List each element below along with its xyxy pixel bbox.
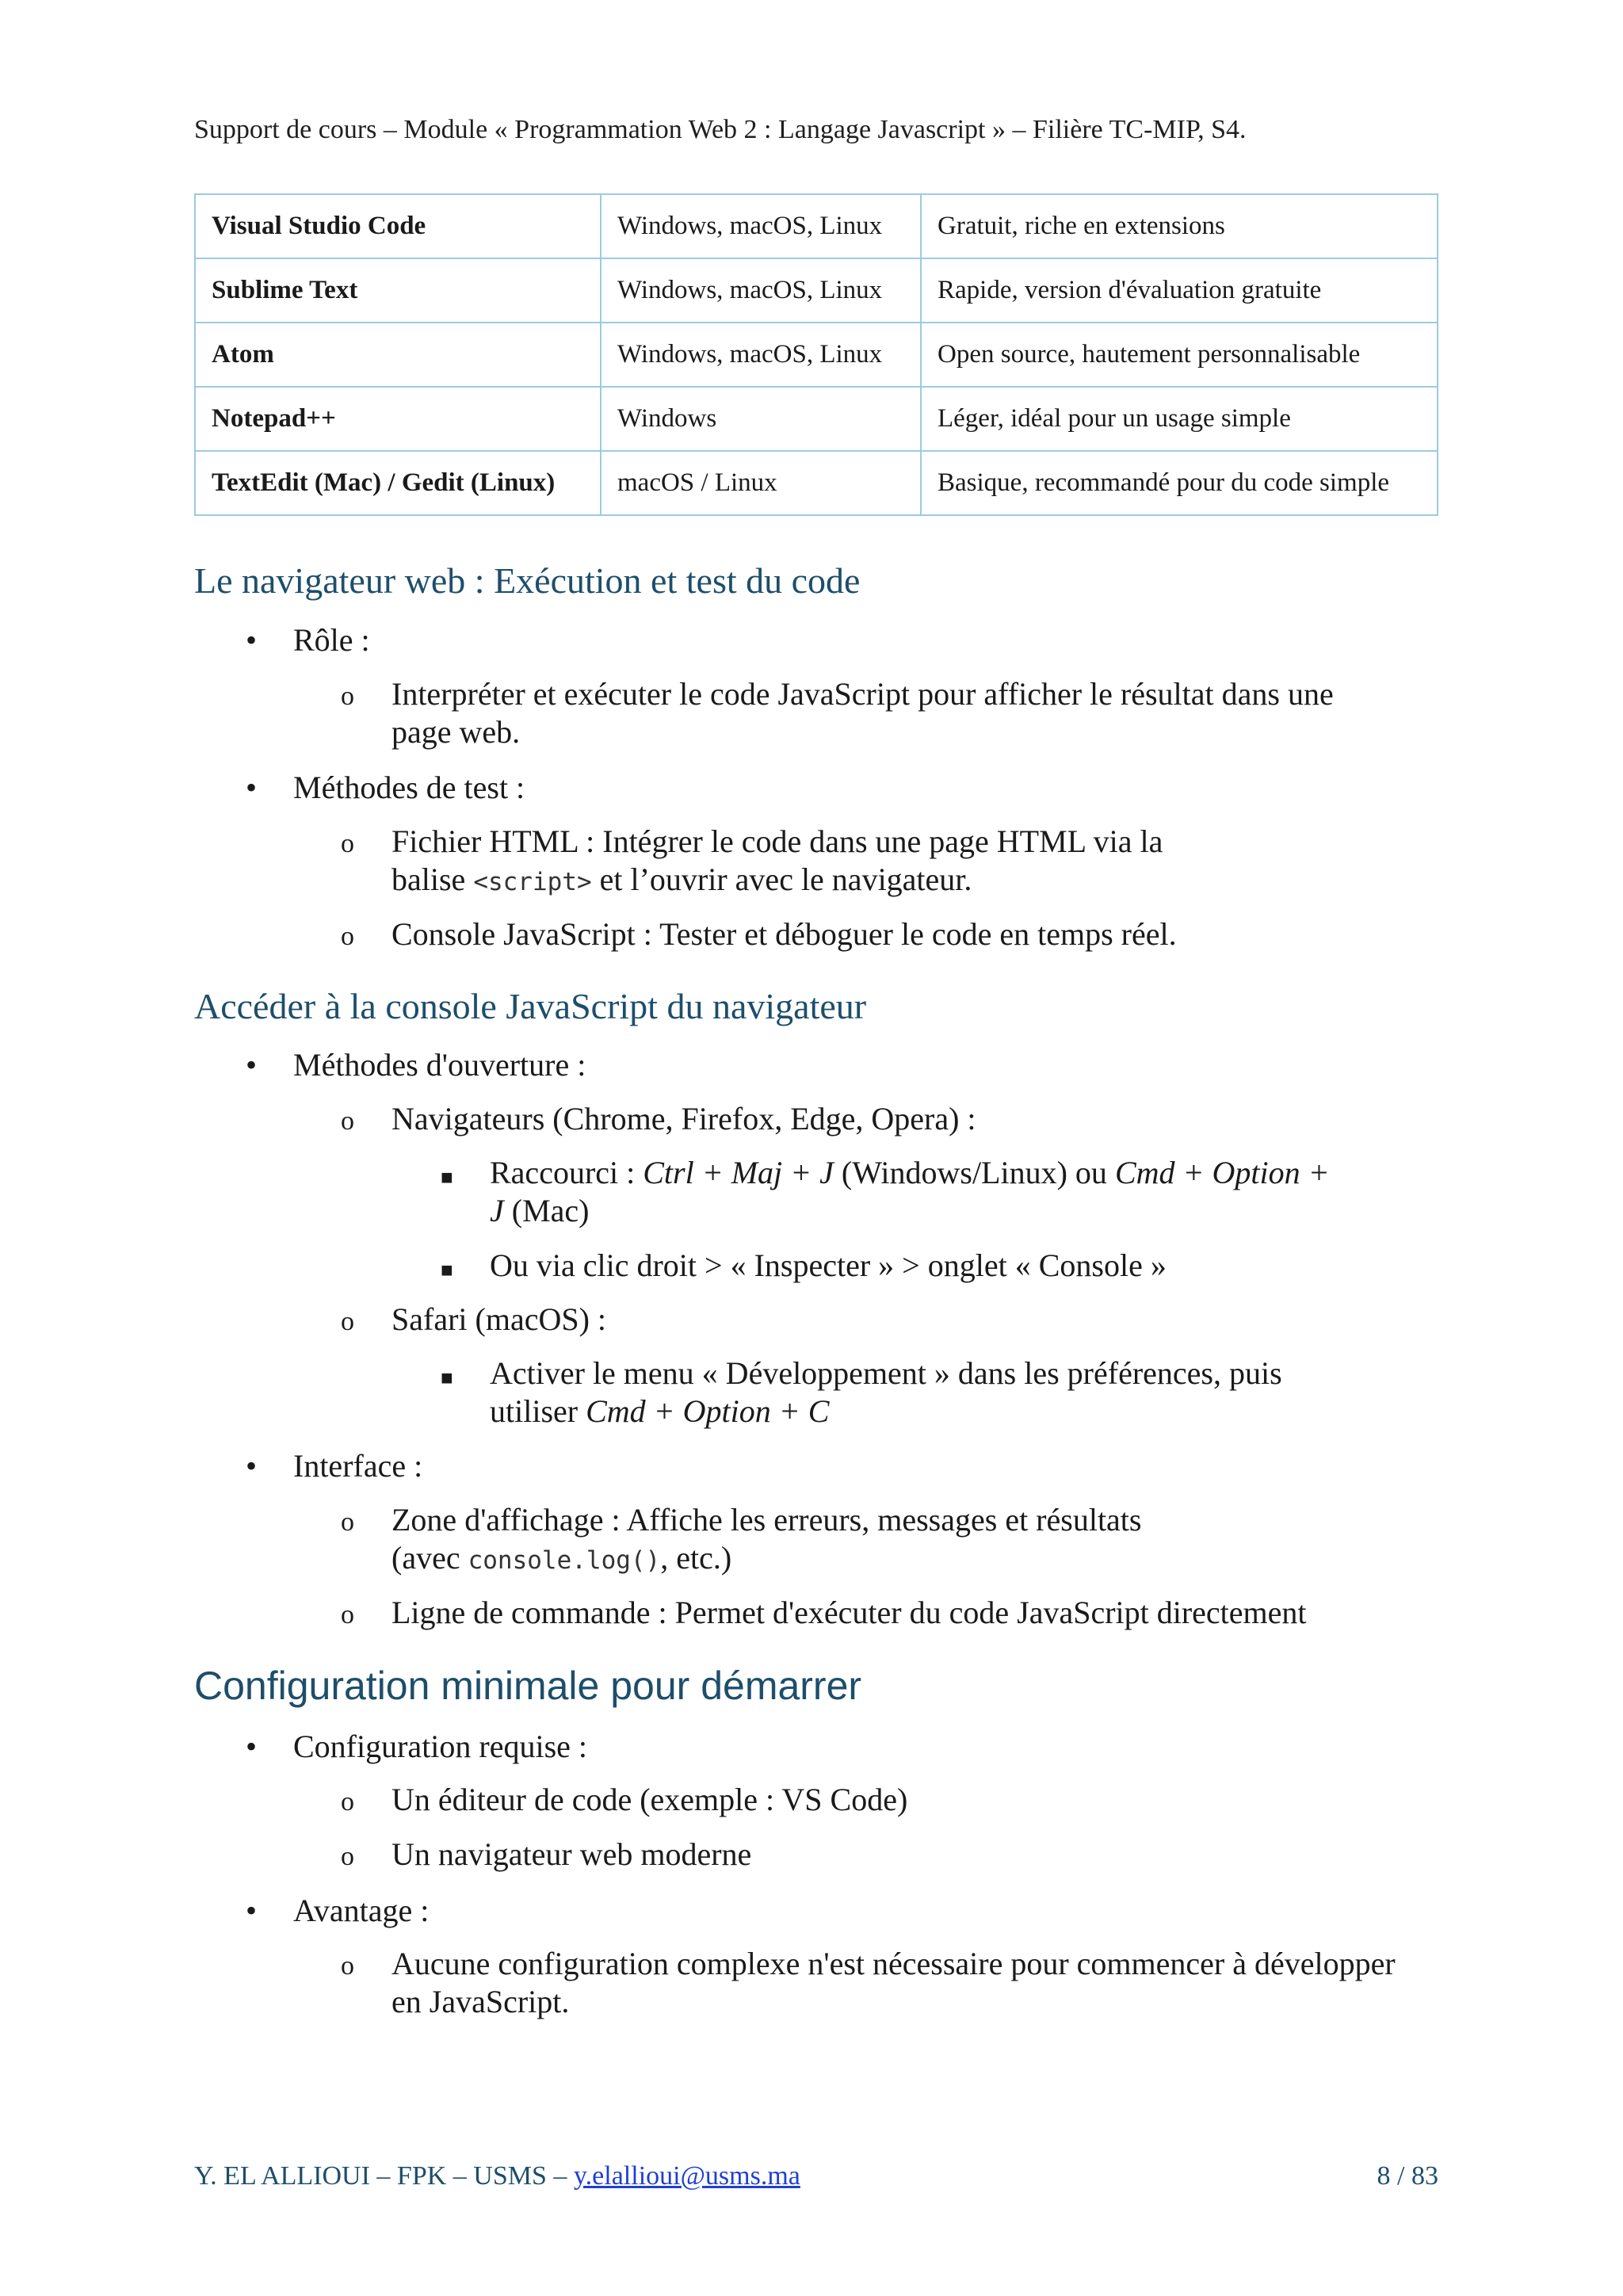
editor-description: Gratuit, riche en extensions [921, 194, 1438, 258]
bullet-circle: o [341, 1307, 354, 1336]
browsers-label: Navigateurs (Chrome, Firefox, Edge, Opera) : [391, 1101, 976, 1137]
editor-item: Un éditeur de code (exemple : VS Code) [391, 1782, 908, 1817]
editor-name: Atom [195, 323, 601, 387]
role-item-line2: page web. [391, 714, 521, 750]
section-title-config: Configuration minimale pour démarrer [194, 1664, 862, 1708]
editor-os: Windows, macOS, Linux [601, 194, 921, 258]
page-header: Support de cours – Module « Programmation Web 2 : Langage Javascript » – Filière TC-MIP, S4. [194, 115, 1247, 144]
shortcut-suffix: (Mac) [511, 1193, 590, 1228]
editor-name: TextEdit (Mac) / Gedit (Linux) [195, 451, 601, 515]
editor-os: Windows, macOS, Linux [601, 323, 921, 387]
bullet-circle: o [341, 1951, 354, 1981]
bullet-dot: • [246, 622, 258, 658]
editor-os: Windows, macOS, Linux [601, 258, 921, 323]
interface-label: Interface : [293, 1448, 423, 1484]
safari-label: Safari (macOS) : [391, 1301, 607, 1337]
html-file-text-a: balise [391, 861, 466, 897]
bullet-square: ■ [441, 1366, 453, 1389]
advantage-line2: en JavaScript. [391, 1984, 570, 2019]
display-line1: Zone d'affichage : Affiche les erreurs, messages et résultats [391, 1502, 1142, 1538]
editor-name: Notepad++ [195, 387, 601, 451]
html-file-line1: Fichier HTML : Intégrer le code dans une page HTML via la [391, 823, 1163, 859]
shortcut-mac-b: J [490, 1193, 504, 1228]
footer-email-link[interactable]: y.elallioui@usms.ma [573, 2161, 800, 2191]
bullet-dot: • [246, 1448, 258, 1484]
bullet-circle: o [341, 1600, 354, 1629]
methods-label: Méthodes de test : [293, 770, 525, 805]
section-title-console: Accéder à la console JavaScript du navigateur [194, 986, 867, 1026]
display-text-b: , etc.) [660, 1540, 732, 1576]
editor-os: Windows [601, 387, 921, 451]
role-item-line1: Interpréter et exécuter le code JavaScript pour afficher le résultat dans une [391, 676, 1334, 712]
editors-table [194, 193, 1438, 516]
shortcut-line1 [490, 1154, 1330, 1192]
bullet-circle: o [341, 1842, 354, 1871]
required-label: Configuration requise : [293, 1729, 588, 1764]
bullet-square: ■ [441, 1259, 453, 1282]
role-label: Rôle : [293, 622, 370, 658]
table-row [195, 323, 1438, 387]
bullet-circle: o [341, 1787, 354, 1817]
editor-name: Sublime Text [195, 258, 601, 323]
bullet-circle: o [341, 829, 354, 858]
bullet-circle: o [341, 922, 354, 951]
cmdline-item: Ligne de commande : Permet d'exécuter du code JavaScript directement [391, 1595, 1307, 1630]
editor-os: macOS / Linux [601, 451, 921, 515]
browser-item: Un navigateur web moderne [391, 1836, 752, 1872]
shortcut-prefix: Raccourci : [490, 1155, 636, 1190]
display-text-a: (avec [391, 1540, 460, 1576]
section-title-browser: Le navigateur web : Exécution et test du code [194, 560, 861, 601]
bullet-dot: • [246, 770, 258, 805]
display-line2 [391, 1539, 731, 1580]
console-item: Console JavaScript : Tester et déboguer le code en temps réel. [391, 916, 1177, 952]
table-row [195, 258, 1438, 323]
safari-item-line1: Activer le menu « Développement » dans les préférences, puis [490, 1355, 1282, 1391]
page-number: 8 / 83 [1377, 2161, 1438, 2191]
html-file-text-b: et l’ouvrir avec le navigateur. [599, 861, 972, 897]
table-row [195, 194, 1438, 258]
advantage-line1: Aucune configuration complexe n'est nécessaire pour commencer à développer [391, 1946, 1396, 1981]
editor-description: Basique, recommandé pour du code simple [921, 451, 1438, 515]
rightclick-item: Ou via clic droit > « Inspecter » > onglet « Console » [490, 1247, 1167, 1283]
safari-item-text: utiliser [490, 1393, 579, 1429]
html-file-line2 [391, 861, 972, 901]
safari-item-line2 [490, 1392, 829, 1431]
table-row [195, 451, 1438, 515]
bullet-dot: • [246, 1047, 258, 1083]
script-tag-code: <script> [473, 868, 592, 896]
footer-author-text: Y. EL ALLIOUI – FPK – USMS – [194, 2161, 567, 2191]
bullet-circle: o [341, 1106, 354, 1136]
advantage-label: Avantage : [293, 1893, 430, 1928]
console-log-code: console.log() [468, 1546, 661, 1575]
table-row [195, 387, 1438, 451]
shortcut-line2 [490, 1192, 589, 1230]
shortcut-middle: (Windows/Linux) ou [841, 1155, 1107, 1190]
editor-name: Visual Studio Code [195, 194, 601, 258]
editor-description: Rapide, version d'évaluation gratuite [921, 258, 1438, 323]
shortcut-mac-a: Cmd + Option + [1114, 1155, 1330, 1190]
opening-label: Méthodes d'ouverture : [293, 1047, 586, 1083]
bullet-dot: • [246, 1893, 258, 1928]
editor-description: Open source, hautement personnalisable [921, 323, 1438, 387]
footer-author [194, 2161, 800, 2191]
bullet-circle: o [341, 682, 354, 711]
shortcut-windows: Ctrl + Maj + J [643, 1155, 834, 1190]
safari-shortcut: Cmd + Option + C [586, 1393, 830, 1429]
bullet-dot: • [246, 1729, 258, 1764]
bullet-square: ■ [441, 1166, 453, 1189]
editor-description: Léger, idéal pour un usage simple [921, 387, 1438, 451]
bullet-circle: o [341, 1507, 354, 1537]
